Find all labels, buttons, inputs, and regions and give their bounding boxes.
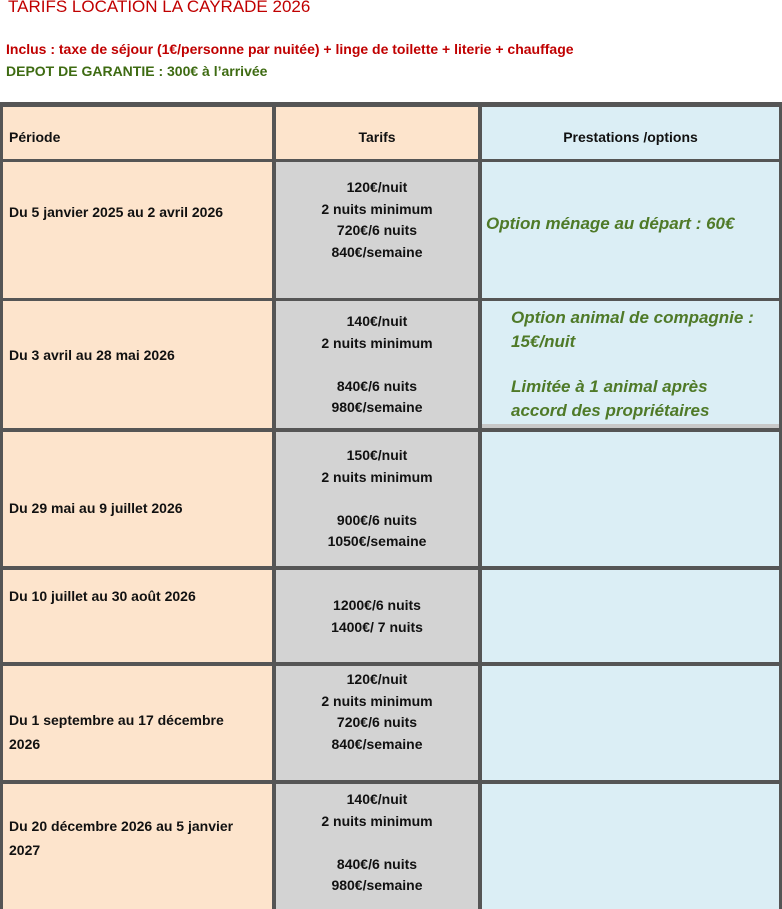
row-4-tarif-cell — [276, 570, 478, 662]
row-6-options-cell — [482, 784, 779, 909]
header-period-cell — [3, 107, 272, 159]
row-5-tarifs — [276, 669, 478, 755]
row-3-tarif-line-5: 1050€/semaine — [327, 533, 427, 549]
row-5-period-line-2: 2026 — [9, 736, 41, 752]
row-divider — [482, 424, 779, 428]
row-1-period-line-1: Du 5 janvier 2025 au 2 avril 2026 — [9, 204, 224, 220]
row-3-tarif-line-4: 900€/6 nuits — [336, 511, 418, 528]
row-2-tarif-line-5: 980€/semaine — [331, 399, 423, 415]
row-1-tarif-line-4: 840€/semaine — [331, 243, 423, 260]
row-6-tarif-line-5: 980€/semaine — [331, 877, 423, 893]
row-6-tarif-line-4: 840€/6 nuits — [336, 855, 418, 872]
header-options: Prestations /options — [563, 129, 698, 145]
row-2-period-line-1: Du 3 avril au 28 mai 2026 — [9, 347, 175, 363]
row-2-options-cell — [482, 301, 779, 428]
row-1-tarif-line-2: 2 nuits minimum — [321, 200, 433, 217]
row-6-period-line-1: Du 20 décembre 2026 au 5 janvier — [9, 818, 234, 834]
pet-option — [511, 306, 754, 354]
row-5-period-cell — [3, 666, 272, 780]
row-4-tarif-line-1: 1200€/6 nuits — [333, 597, 421, 613]
row-5-tarif-line-1: 120€/nuit — [346, 671, 408, 687]
row-2-tarif-line-2: 2 nuits minimum — [321, 334, 433, 351]
cleaning-option: Option ménage au départ : 60€ — [486, 214, 735, 233]
row-2-period — [9, 343, 175, 367]
row-6-tarif-line-2: 2 nuits minimum — [321, 812, 433, 829]
row-5-tarif-line-2: 2 nuits minimum — [321, 692, 433, 709]
row-5-tarif-line-4: 840€/semaine — [331, 735, 423, 752]
row-3-tarif-line-2: 2 nuits minimum — [321, 468, 433, 485]
row-3-options-cell — [482, 432, 779, 566]
row-2-tarif-cell — [276, 301, 478, 428]
header-tarifs: Tarifs — [358, 129, 396, 145]
row-1-period — [9, 200, 223, 224]
row-3-period-cell — [3, 432, 272, 566]
row-2-period-cell — [3, 301, 272, 428]
header-tarifs-cell — [276, 107, 478, 159]
row-3-period — [9, 496, 183, 520]
row-1-tarifs — [276, 177, 478, 263]
row-1-tarif-line-3: 720€/6 nuits — [336, 222, 418, 238]
row-4-period-line-1: Du 10 juillet au 30 août 2026 — [9, 588, 196, 604]
included-info: Inclus : taxe de séjour (1€/personne par nuitée) + linge de toilette + literie + chauffage — [6, 41, 574, 57]
row-2-tarifs — [276, 311, 478, 419]
row-2-tarif-line-1: 140€/nuit — [346, 313, 408, 329]
pet-limit-line-1: Limitée à 1 animal après — [511, 377, 708, 396]
header-options-cell — [482, 107, 779, 159]
row-4-tarif-line-2: 1400€/ 7 nuits — [331, 618, 423, 635]
row-4-tarifs — [276, 595, 478, 638]
row-5-tarif-cell — [276, 666, 478, 780]
header-period: Période — [9, 129, 61, 145]
row-6-tarif-line-1: 140€/nuit — [346, 791, 408, 807]
row-1-period-cell — [3, 162, 272, 298]
deposit-info: DEPOT DE GARANTIE : 300€ à l’arrivée — [6, 63, 268, 79]
row-3-tarifs — [276, 445, 478, 553]
row-2-tarif-line-4: 840€/6 nuits — [336, 377, 418, 394]
row-5-options-cell — [482, 666, 779, 780]
row-2-tarif-line-blank — [276, 354, 478, 376]
pet-option-line-2: 15€/nuit — [511, 332, 576, 351]
page-title: TARIFS LOCATION LA CAYRADE 2026 — [8, 0, 311, 16]
row-6-period-cell — [3, 784, 272, 909]
row-6-tarif-cell — [276, 784, 478, 909]
rates-table — [0, 102, 782, 909]
pet-limit — [511, 375, 709, 423]
row-6-tarif-line-blank — [276, 832, 478, 854]
pet-limit-line-2: accord des propriétaires — [511, 401, 710, 420]
row-3-period-line-1: Du 29 mai au 9 juillet 2026 — [9, 500, 183, 516]
row-6-period-line-2: 2027 — [9, 842, 41, 858]
row-1-options-cell — [482, 162, 779, 298]
row-4-options-cell — [482, 570, 779, 662]
row-3-tarif-line-blank — [276, 488, 478, 510]
row-3-tarif-line-1: 150€/nuit — [346, 447, 408, 463]
pet-option-line-1: Option animal de compagnie : — [511, 308, 754, 327]
row-5-tarif-line-3: 720€/6 nuits — [336, 714, 418, 730]
row-5-period-line-1: Du 1 septembre au 17 décembre — [9, 712, 224, 728]
row-6-tarifs — [276, 789, 478, 897]
row-1-tarif-line-1: 120€/nuit — [346, 179, 408, 195]
row-3-tarif-cell — [276, 432, 478, 566]
row-1-tarif-cell — [276, 162, 478, 298]
row-5-period — [9, 708, 224, 756]
row-4-period-cell — [3, 570, 272, 662]
row-6-period — [9, 814, 233, 862]
row-4-period — [9, 584, 196, 608]
